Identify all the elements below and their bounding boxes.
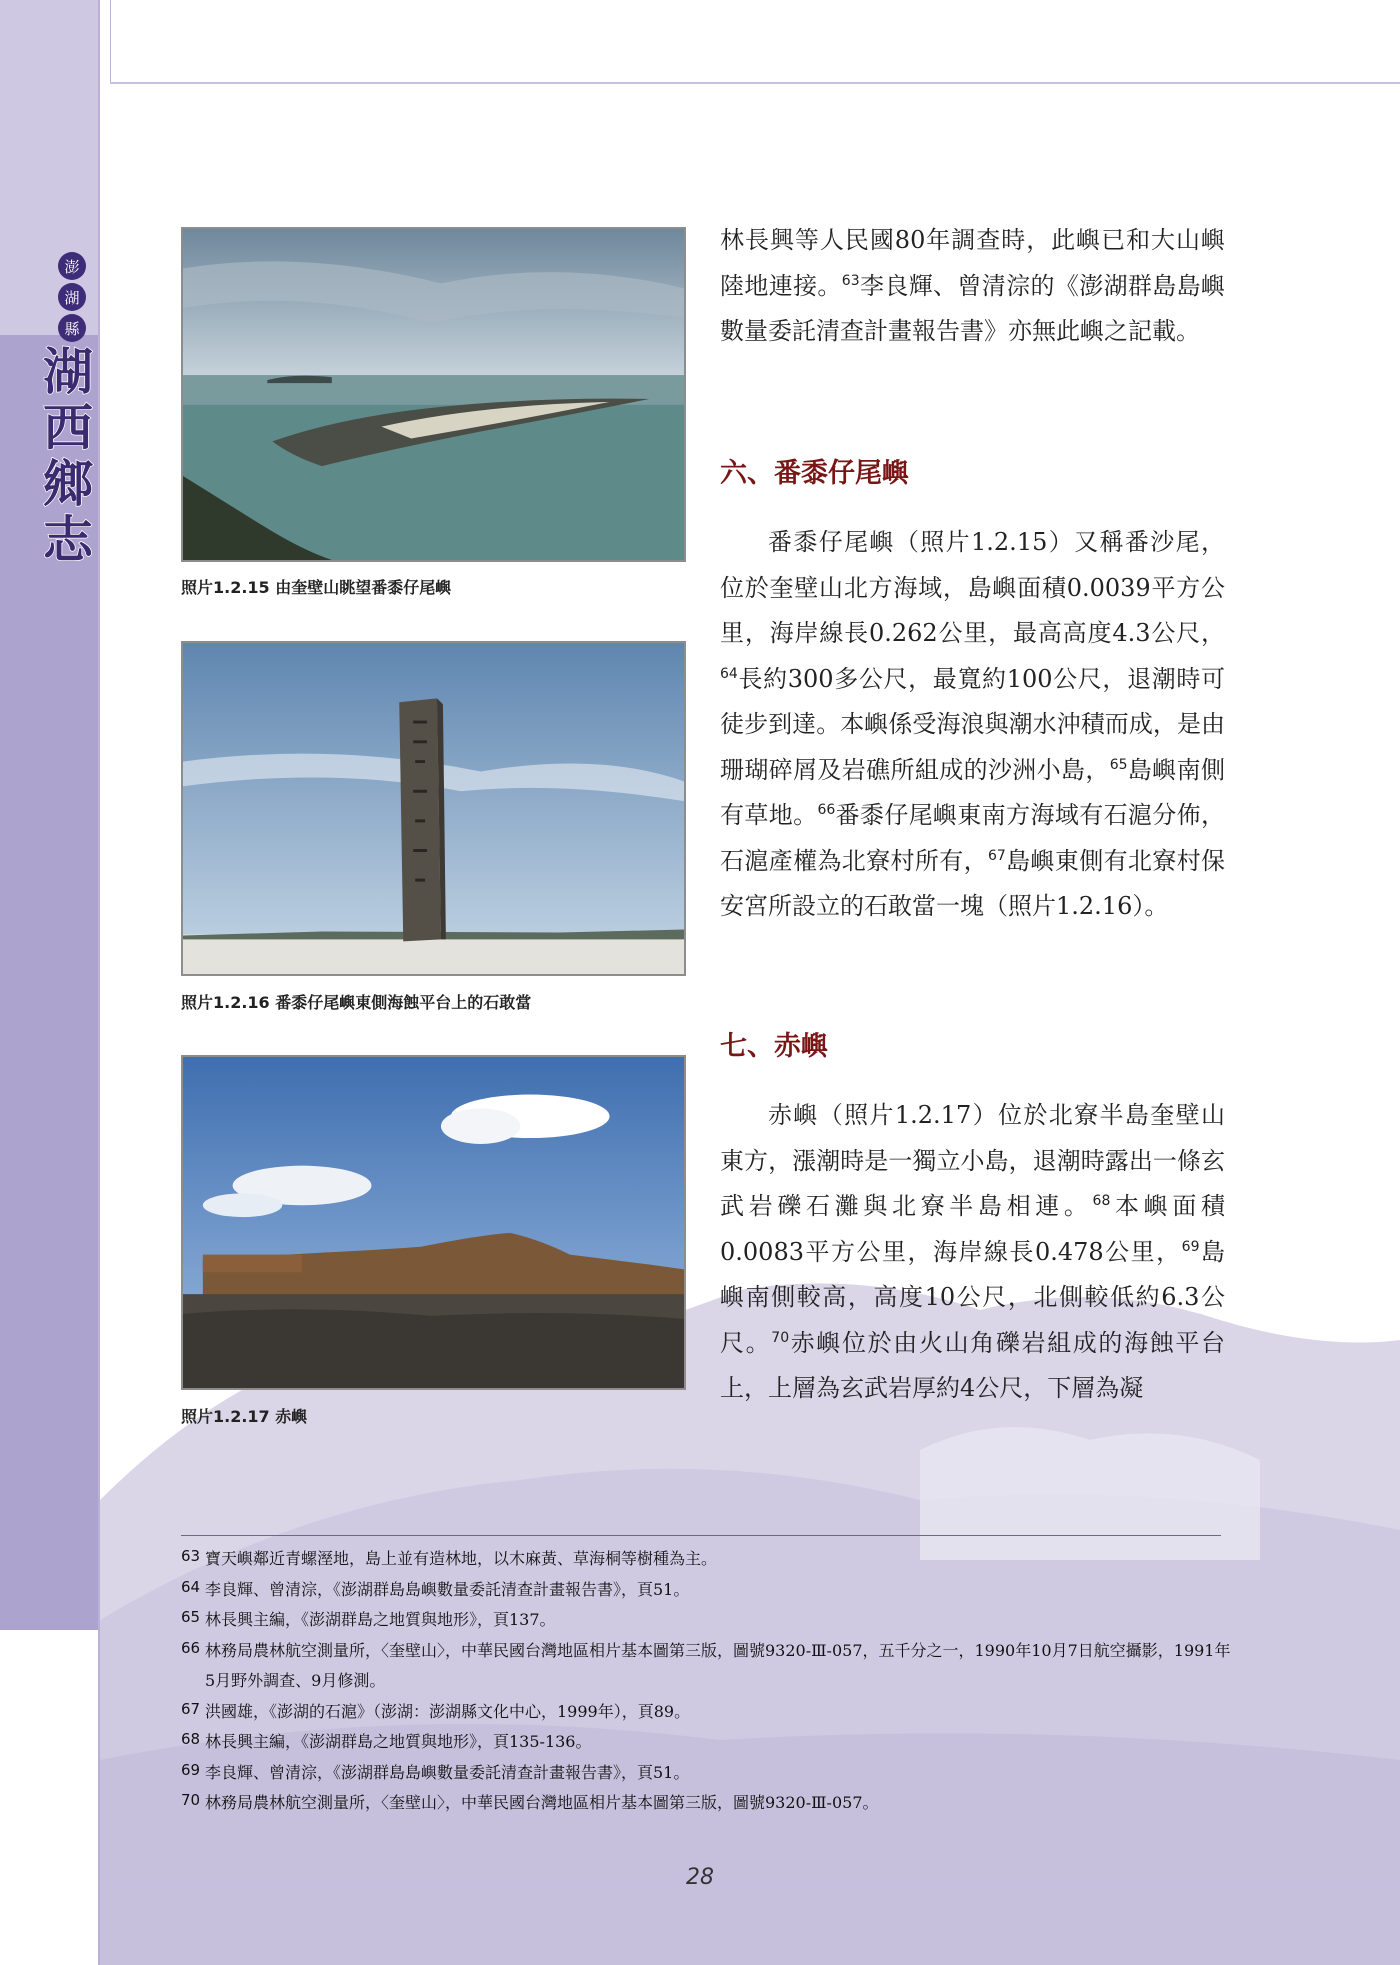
text-run: 島嶼南側有草地。 bbox=[720, 755, 1226, 829]
text-run: 本嶼面積0.0083平方公里，海岸線長0.478公里， bbox=[720, 1192, 1226, 1266]
page-number: 28 bbox=[686, 1865, 714, 1890]
footnote-text: 李良輝、曾清淙，《澎湖群島島嶼數量委託清查計畫報告書》，頁51。 bbox=[205, 1579, 690, 1599]
intro-paragraph bbox=[720, 218, 1225, 355]
footnote-number: 69 bbox=[181, 1760, 201, 1779]
photo-sea-view bbox=[181, 227, 686, 562]
footnote bbox=[181, 1727, 1231, 1758]
footnote bbox=[181, 1697, 1231, 1728]
footnote-number: 63 bbox=[181, 1547, 201, 1565]
text-run: 赤嶼（照片1.2.17）位於北寮半島奎壁山東方，漲潮時是一獨立小島，退潮時露出一條玄武岩礫石灘與北寮半島相連。 bbox=[720, 1101, 1225, 1220]
footnote-text: 林長興主編，《澎湖群島之地質與地形》，頁135-136。 bbox=[205, 1732, 592, 1751]
footnote-ref: 69 bbox=[1181, 1238, 1200, 1255]
footnote bbox=[181, 1636, 1231, 1697]
photo-caption: 照片1.2.16 番黍仔尾嶼東側海蝕平台上的石敢當 bbox=[181, 993, 532, 1012]
county-char: 縣 bbox=[58, 314, 86, 342]
header-divider bbox=[110, 0, 111, 82]
footnote-ref: 65 bbox=[1109, 756, 1128, 773]
footnote-text: 林務局農林航空測量所，〈奎壁山〉，中華民國台灣地區相片基本圖第三版，圖號9320-Ⅲ-057。 bbox=[205, 1793, 879, 1812]
footnote bbox=[181, 1575, 1231, 1606]
text-run: 林長興等人民國80年調查時，此嶼已和大山嶼陸地連接。 bbox=[720, 226, 1225, 300]
footnote-ref: 68 bbox=[1092, 1193, 1111, 1209]
text-run: 番黍仔尾嶼東南方海域有石滬分佈，石滬產權為北寮村所有， bbox=[720, 801, 1226, 875]
footnote-number: 67 bbox=[181, 1699, 201, 1718]
text-run: 島嶼南側較高，高度10公尺，北側較低約6.3公尺。 bbox=[720, 1237, 1225, 1357]
text-run: 李良輝、曾清淙的《澎湖群島島嶼數量委託清查計畫報告書》亦無此嶼之記載。 bbox=[720, 271, 1226, 345]
footnote-number: 66 bbox=[181, 1638, 201, 1657]
footnote-text: 林務局農林航空測量所，〈奎壁山〉，中華民國台灣地區相片基本圖第三版，圖號9320-Ⅲ-057，五千分之一，1990年10月7日航空攝影，1991年5月野外調查、9月修測。 bbox=[205, 1640, 1231, 1690]
footnote bbox=[181, 1605, 1231, 1636]
section6-paragraph bbox=[720, 520, 1225, 930]
footnote-ref: 64 bbox=[720, 665, 738, 682]
footnote-number: 70 bbox=[181, 1791, 201, 1809]
text-run: 長約300多公尺，最寬約100公尺，退潮時可徒步到達。本嶼係受海浪與潮水沖積而成，是由珊瑚碎屑及岩礁所組成的沙洲小島， bbox=[720, 664, 1225, 784]
county-char: 澎 bbox=[58, 252, 86, 280]
footnote-number: 65 bbox=[181, 1608, 201, 1626]
photo-caption: 照片1.2.17 赤嶼 bbox=[181, 1407, 308, 1426]
footnote-ref: 66 bbox=[817, 802, 836, 818]
county-char: 湖 bbox=[58, 283, 86, 311]
footnote-text: 寶天嶼鄰近青螺溼地，島上並有造林地，以木麻黃、草海桐等樹種為主。 bbox=[205, 1549, 718, 1568]
footnote-text: 李良輝、曾清淙，《澎湖群島島嶼數量委託清查計畫報告書》，頁51。 bbox=[205, 1762, 690, 1782]
footnote bbox=[181, 1788, 1231, 1819]
header-rule bbox=[110, 82, 1400, 84]
text-run: 島嶼東側有北寮村保安宮所設立的石敢當一塊（照片1.2.16）。 bbox=[720, 846, 1226, 920]
photo-caption: 照片1.2.15 由奎壁山眺望番黍仔尾嶼 bbox=[181, 578, 452, 597]
photo-red-islet bbox=[181, 1055, 686, 1390]
section-heading: 六、番黍仔尾嶼 bbox=[720, 458, 909, 489]
county-label bbox=[58, 252, 88, 342]
text-run: 番黍仔尾嶼（照片1.2.15）又稱番沙尾，位於奎壁山北方海域，島嶼面積0.0039平方公里，海岸線長0.262公里，最高高度4.3公尺， bbox=[720, 528, 1225, 647]
footnote-number: 68 bbox=[181, 1730, 201, 1748]
footnote-number: 64 bbox=[181, 1577, 201, 1596]
footnote bbox=[181, 1544, 1231, 1575]
footnote-rule bbox=[181, 1535, 1221, 1536]
section7-paragraph bbox=[720, 1093, 1225, 1412]
section-heading: 七、赤嶼 bbox=[720, 1031, 828, 1062]
text-run: 赤嶼位於由火山角礫岩組成的海蝕平台上，上層為玄武岩厚約4公尺，下層為凝 bbox=[720, 1328, 1225, 1402]
footnote-text: 林長興主編，《澎湖群島之地質與地形》，頁137。 bbox=[205, 1610, 556, 1629]
book-title: 湖西鄉志 bbox=[35, 345, 94, 569]
footnote-text: 洪國雄，《澎湖的石滬》（澎湖：澎湖縣文化中心，1999年），頁89。 bbox=[205, 1701, 691, 1721]
footnote-ref: 67 bbox=[987, 847, 1006, 864]
footnote-ref: 70 bbox=[771, 1329, 790, 1346]
footnote bbox=[181, 1758, 1231, 1789]
footnote-ref: 63 bbox=[841, 272, 860, 289]
photo-monument bbox=[181, 641, 686, 976]
footnotes bbox=[181, 1544, 1231, 1819]
